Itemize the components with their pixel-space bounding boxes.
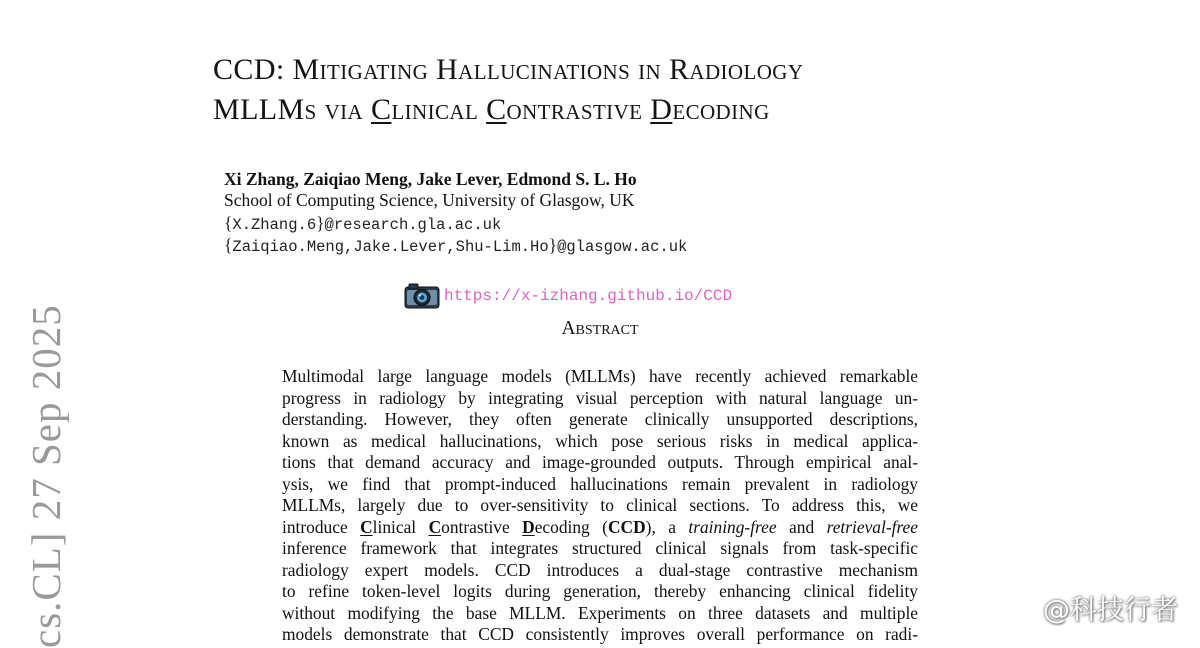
title-segment: s via — [304, 93, 372, 126]
abstract-text: MLLMs, largely due to over-sensitivity to clinical sections. To address this, we — [282, 495, 918, 515]
camera-icon — [404, 283, 440, 309]
abstract-line — [282, 409, 918, 431]
abstract-text: models demonstrate that CCD consistently improves overall performance on radi- — [282, 624, 918, 644]
abstract-heading: Abstract — [561, 318, 639, 339]
abstract-text: inference framework that integrates structured clinical signals from task-specific — [282, 538, 918, 558]
abstract-text: without modifying the base MLLM. Experiments on three datasets and multiple — [282, 602, 918, 623]
email-names: Zaiqiao.Meng,Jake.Lever,Shu-Lim.Ho — [232, 238, 549, 256]
abstract-line — [282, 538, 918, 560]
title-segment: D — [650, 93, 673, 126]
author-list: Xi Zhang, Zaiqiao Meng, Jake Lever, Edmond S. L. Ho — [224, 169, 637, 189]
abstract-text: radiology expert models. CCD introduces a dual-stage contrastive mechanism — [282, 559, 918, 580]
abstract-body — [282, 366, 918, 646]
watermark: @科技行者 — [1043, 595, 1178, 626]
title-segment: itigating — [319, 53, 437, 86]
title-segment: C — [371, 93, 392, 126]
abstract-text: known as medical hallucinations, which pose serious risks in medical applica- — [282, 430, 918, 451]
abstract-line — [282, 581, 918, 603]
abstract-line — [282, 452, 918, 474]
email-line-2: {Zaiqiao.Meng,Jake.Lever,Shu-Lim.Ho}@glasgow.ac.uk — [224, 235, 688, 256]
abstract-text: progress in radiology by integrating visual perception with natural language un- — [282, 387, 918, 408]
abstract-line — [282, 624, 918, 646]
abstract-text: retrieval-free — [826, 516, 918, 537]
abstract-line — [282, 388, 918, 410]
email-names: X.Zhang.6 — [232, 216, 317, 234]
abstract-line — [282, 366, 918, 388]
title-segment: linical — [391, 93, 487, 126]
title-segment: R — [668, 53, 690, 86]
abstract-text: training-free — [688, 516, 777, 537]
title-line-1 — [213, 50, 1113, 90]
abstract-text: tions that demand accuracy and image-grounded outputs. Through empirical anal- — [282, 452, 918, 472]
abstract-text: to refine token-level logits during generation, thereby enhancing clinical fidelity — [282, 581, 918, 601]
abstract-text: derstanding. However, they often generate clinically unsupported descriptions, — [282, 409, 918, 429]
abstract-text: C — [428, 516, 442, 537]
title-segment: C — [486, 93, 507, 126]
title-line-2 — [213, 90, 1113, 130]
title-segment: H — [436, 53, 459, 86]
abstract-text: D — [522, 516, 535, 537]
title-segment: MLLM — [213, 93, 305, 126]
title-segment: adiology — [689, 53, 804, 86]
abstract-text: introduce — [282, 516, 361, 537]
title-segment: allucinations in — [458, 53, 669, 86]
abstract-line — [282, 517, 918, 539]
abstract-text: C — [360, 516, 373, 537]
abstract-text: ecoding ( — [534, 516, 608, 537]
abstract-line — [282, 603, 918, 625]
abstract-line — [282, 431, 918, 453]
abstract-text: CCD — [607, 516, 646, 537]
project-link-row[interactable] — [404, 282, 732, 310]
paper-title — [213, 50, 1113, 130]
project-page-link[interactable]: https://x-izhang.github.io/CCD — [444, 287, 733, 305]
abstract-line — [282, 474, 918, 496]
title-segment: ecoding — [672, 93, 770, 126]
abstract-text: ), a — [645, 516, 689, 537]
email-domain: @glasgow.ac.uk — [557, 238, 688, 256]
abstract-text: ysis, we find that prompt-induced hallucinations remain prevalent in radiology — [282, 473, 918, 494]
email-domain: @research.gla.ac.uk — [324, 216, 502, 234]
abstract-text: and — [776, 516, 827, 537]
affiliation: School of Computing Science, University of Glasgow, UK — [224, 190, 635, 210]
abstract-text: Multimodal large language models (MLLMs) have recently achieved remarkable — [282, 366, 918, 386]
title-segment: ontrastive — [506, 93, 651, 126]
abstract-text: linical — [372, 516, 429, 537]
title-segment: CCD: M — [213, 53, 320, 86]
abstract-line — [282, 495, 918, 517]
abstract-text: ontrastive — [441, 516, 523, 537]
arxiv-stamp: cs.CL] 27 Sep 2025 — [23, 304, 69, 648]
email-line-1: {X.Zhang.6}@research.gla.ac.uk — [224, 213, 502, 234]
abstract-line — [282, 560, 918, 582]
